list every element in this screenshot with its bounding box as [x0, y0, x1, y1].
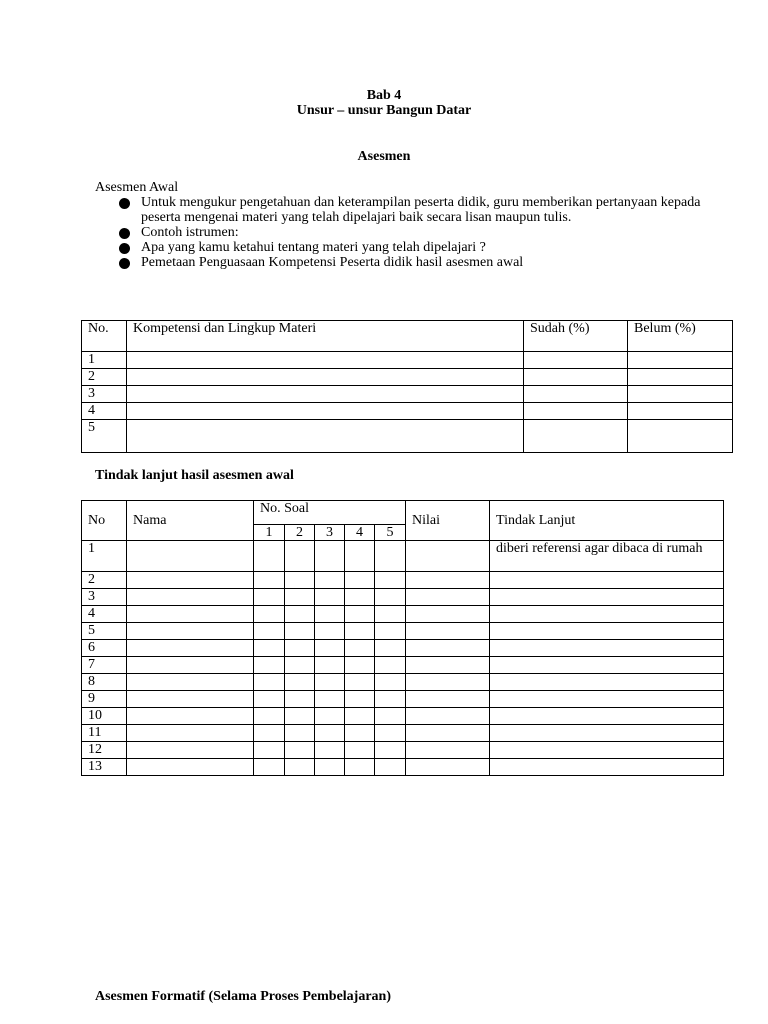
nilai-cell[interactable]: [406, 640, 490, 657]
soal-5-cell[interactable]: [375, 759, 406, 776]
row-number: 10: [82, 708, 127, 725]
soal-5-cell[interactable]: [375, 640, 406, 657]
soal-3-cell[interactable]: [315, 606, 345, 623]
table-row: [82, 725, 724, 742]
soal-3-cell[interactable]: [315, 623, 345, 640]
soal-4-cell[interactable]: [345, 708, 375, 725]
nama-cell[interactable]: [127, 674, 254, 691]
header-soal-number: 5: [375, 525, 406, 541]
header-soal-number: 2: [285, 525, 315, 541]
soal-3-cell[interactable]: [315, 589, 345, 606]
soal-5-cell[interactable]: [375, 589, 406, 606]
soal-3-cell[interactable]: [315, 691, 345, 708]
row-number: 13: [82, 759, 127, 776]
chapter-label: Bab 4: [366, 88, 402, 103]
soal-1-cell[interactable]: [254, 725, 285, 742]
soal-3-cell[interactable]: [315, 572, 345, 589]
tindak-lanjut-cell[interactable]: [490, 674, 724, 691]
sudah-cell[interactable]: [524, 369, 628, 386]
tindak-lanjut-cell[interactable]: [490, 742, 724, 759]
tindak-lanjut-cell[interactable]: [490, 657, 724, 674]
soal-2-cell[interactable]: [285, 691, 315, 708]
soal-1-cell[interactable]: [254, 623, 285, 640]
belum-cell[interactable]: [628, 386, 733, 403]
nama-cell[interactable]: [127, 742, 254, 759]
soal-3-cell[interactable]: [315, 640, 345, 657]
soal-2-cell[interactable]: [285, 640, 315, 657]
nama-cell[interactable]: [127, 541, 254, 572]
soal-3-cell[interactable]: [315, 725, 345, 742]
nilai-cell[interactable]: [406, 759, 490, 776]
belum-cell[interactable]: [628, 420, 733, 453]
table-row: [82, 691, 724, 708]
tindak-lanjut-cell[interactable]: [490, 725, 724, 742]
bullet-text: Pemetaan Penguasaan Kompetensi Peserta didik hasil asesmen awal: [141, 255, 524, 270]
soal-2-cell[interactable]: [285, 606, 315, 623]
table-row: [82, 352, 733, 369]
soal-2-cell[interactable]: [285, 623, 315, 640]
row-number: 1: [82, 352, 127, 369]
kompetensi-cell[interactable]: [127, 420, 524, 453]
soal-4-cell[interactable]: [345, 691, 375, 708]
asesmen-awal-heading: Asesmen Awal: [95, 180, 179, 195]
nama-cell[interactable]: [127, 708, 254, 725]
header-kompetensi: Kompetensi dan Lingkup Materi: [127, 321, 524, 352]
table-header-row: [82, 501, 724, 525]
nama-cell[interactable]: [127, 572, 254, 589]
soal-3-cell[interactable]: [315, 708, 345, 725]
nilai-cell[interactable]: [406, 708, 490, 725]
header-no: No: [82, 501, 127, 541]
table-row: [82, 640, 724, 657]
soal-4-cell[interactable]: [345, 572, 375, 589]
soal-1-cell[interactable]: [254, 606, 285, 623]
table-row: [82, 657, 724, 674]
soal-1-cell[interactable]: [254, 541, 285, 572]
bullet-icon: [119, 228, 130, 239]
tindak-lanjut-cell[interactable]: [490, 691, 724, 708]
row-number: 3: [82, 386, 127, 403]
soal-2-cell[interactable]: [285, 589, 315, 606]
soal-5-cell[interactable]: [375, 623, 406, 640]
soal-3-cell[interactable]: [315, 674, 345, 691]
bullet-text: Untuk mengukur pengetahuan dan keterampilan peserta didik, guru memberikan pertanyaan kepada: [141, 195, 701, 210]
competency-mapping-table: [81, 320, 733, 453]
row-number: 5: [82, 623, 127, 640]
soal-4-cell[interactable]: [345, 623, 375, 640]
soal-2-cell[interactable]: [285, 541, 315, 572]
soal-5-cell[interactable]: [375, 541, 406, 572]
soal-4-cell[interactable]: [345, 589, 375, 606]
tindak-lanjut-cell[interactable]: [490, 623, 724, 640]
follow-up-table: [81, 500, 724, 776]
row-number: 4: [82, 403, 127, 420]
soal-4-cell[interactable]: [345, 640, 375, 657]
table-row: [82, 674, 724, 691]
bullet-text: Apa yang kamu ketahui tentang materi yang telah dipelajari ?: [141, 240, 486, 255]
row-number: 9: [82, 691, 127, 708]
row-number: 7: [82, 657, 127, 674]
kompetensi-cell[interactable]: [127, 403, 524, 420]
nilai-cell[interactable]: [406, 589, 490, 606]
soal-5-cell[interactable]: [375, 572, 406, 589]
tindak-lanjut-cell[interactable]: [490, 572, 724, 589]
tindak-lanjut-cell[interactable]: [490, 606, 724, 623]
tindak-lanjut-cell[interactable]: diberi referensi agar dibaca di rumah: [490, 541, 724, 572]
sudah-cell[interactable]: [524, 386, 628, 403]
row-number: 4: [82, 606, 127, 623]
header-belum: Belum (%): [628, 321, 733, 352]
header-sudah: Sudah (%): [524, 321, 628, 352]
table-row: [82, 403, 733, 420]
nama-cell[interactable]: [127, 725, 254, 742]
section-title: Asesmen: [357, 149, 411, 164]
soal-3-cell[interactable]: [315, 742, 345, 759]
header-nilai: Nilai: [406, 501, 490, 541]
soal-4-cell[interactable]: [345, 742, 375, 759]
belum-cell[interactable]: [628, 369, 733, 386]
soal-1-cell[interactable]: [254, 742, 285, 759]
tindak-lanjut-cell[interactable]: [490, 589, 724, 606]
row-number: 2: [82, 572, 127, 589]
table-row: [82, 386, 733, 403]
sudah-cell[interactable]: [524, 403, 628, 420]
table-header-row: [82, 321, 733, 352]
nilai-cell[interactable]: [406, 691, 490, 708]
row-number: 6: [82, 640, 127, 657]
bullet-icon: [119, 243, 130, 254]
soal-1-cell[interactable]: [254, 572, 285, 589]
tindak-lanjut-cell[interactable]: [490, 708, 724, 725]
bullet-item: [118, 225, 718, 240]
bullet-item: [118, 255, 718, 270]
soal-1-cell[interactable]: [254, 691, 285, 708]
nilai-cell[interactable]: [406, 725, 490, 742]
tindak-lanjut-cell[interactable]: [490, 640, 724, 657]
soal-4-cell[interactable]: [345, 725, 375, 742]
header-soal-number: 3: [315, 525, 345, 541]
table-row: [82, 420, 733, 453]
nilai-cell[interactable]: [406, 541, 490, 572]
soal-2-cell[interactable]: [285, 725, 315, 742]
soal-5-cell[interactable]: [375, 691, 406, 708]
kompetensi-cell[interactable]: [127, 352, 524, 369]
row-number: 1: [82, 541, 127, 572]
table-row: [82, 623, 724, 640]
row-number: 3: [82, 589, 127, 606]
nilai-cell[interactable]: [406, 657, 490, 674]
header-soal-number: 1: [254, 525, 285, 541]
nama-cell[interactable]: [127, 589, 254, 606]
tindak-lanjut-cell[interactable]: [490, 759, 724, 776]
soal-4-cell[interactable]: [345, 657, 375, 674]
soal-2-cell[interactable]: [285, 657, 315, 674]
soal-1-cell[interactable]: [254, 640, 285, 657]
soal-4-cell[interactable]: [345, 606, 375, 623]
belum-cell[interactable]: [628, 403, 733, 420]
nama-cell[interactable]: [127, 759, 254, 776]
nama-cell[interactable]: [127, 623, 254, 640]
kompetensi-cell[interactable]: [127, 369, 524, 386]
soal-4-cell[interactable]: [345, 674, 375, 691]
sudah-cell[interactable]: [524, 420, 628, 453]
nilai-cell[interactable]: [406, 623, 490, 640]
nama-cell[interactable]: [127, 640, 254, 657]
asesmen-awal-bullet-list: [118, 195, 718, 270]
soal-5-cell[interactable]: [375, 742, 406, 759]
soal-5-cell[interactable]: [375, 725, 406, 742]
row-number: 2: [82, 369, 127, 386]
table-row: [82, 708, 724, 725]
soal-2-cell[interactable]: [285, 572, 315, 589]
soal-3-cell[interactable]: [315, 541, 345, 572]
soal-2-cell[interactable]: [285, 759, 315, 776]
nilai-cell[interactable]: [406, 606, 490, 623]
header-nama: Nama: [127, 501, 254, 541]
row-number: 5: [82, 420, 127, 453]
soal-5-cell[interactable]: [375, 708, 406, 725]
table-row: [82, 742, 724, 759]
row-number: 11: [82, 725, 127, 742]
bullet-item: [118, 195, 718, 225]
row-number: 12: [82, 742, 127, 759]
follow-up-table-body: [82, 541, 724, 776]
table-row: [82, 541, 724, 572]
row-number: 8: [82, 674, 127, 691]
nama-cell[interactable]: [127, 657, 254, 674]
soal-3-cell[interactable]: [315, 657, 345, 674]
soal-1-cell[interactable]: [254, 708, 285, 725]
bullet-text-continuation: peserta mengenai materi yang telah dipelajari baik secara lisan maupun tulis.: [141, 210, 572, 225]
bullet-text: Contoh istrumen:: [141, 225, 239, 240]
nilai-cell[interactable]: [406, 674, 490, 691]
asesmen-formatif-heading: Asesmen Formatif (Selama Proses Pembelajaran): [95, 989, 392, 1004]
sudah-cell[interactable]: [524, 352, 628, 369]
nama-cell[interactable]: [127, 691, 254, 708]
soal-5-cell[interactable]: [375, 657, 406, 674]
nama-cell[interactable]: [127, 606, 254, 623]
table-row: [82, 759, 724, 776]
soal-4-cell[interactable]: [345, 759, 375, 776]
header-soal-number: 4: [345, 525, 375, 541]
bullet-item: [118, 240, 718, 255]
soal-1-cell[interactable]: [254, 759, 285, 776]
soal-5-cell[interactable]: [375, 674, 406, 691]
table-row: [82, 369, 733, 386]
kompetensi-cell[interactable]: [127, 386, 524, 403]
header-no-soal: No. Soal: [254, 501, 406, 525]
soal-2-cell[interactable]: [285, 674, 315, 691]
soal-5-cell[interactable]: [375, 606, 406, 623]
soal-4-cell[interactable]: [345, 541, 375, 572]
chapter-title: Unsur – unsur Bangun Datar: [296, 103, 472, 118]
belum-cell[interactable]: [628, 352, 733, 369]
nilai-cell[interactable]: [406, 742, 490, 759]
table-row: [82, 589, 724, 606]
tindak-lanjut-heading: Tindak lanjut hasil asesmen awal: [95, 468, 294, 483]
header-no: No.: [82, 321, 127, 352]
soal-3-cell[interactable]: [315, 759, 345, 776]
table-row: [82, 606, 724, 623]
nilai-cell[interactable]: [406, 572, 490, 589]
soal-1-cell[interactable]: [254, 657, 285, 674]
table-row: [82, 572, 724, 589]
soal-2-cell[interactable]: [285, 708, 315, 725]
bullet-icon: [119, 258, 130, 269]
bullet-icon: [119, 198, 130, 209]
soal-1-cell[interactable]: [254, 589, 285, 606]
soal-1-cell[interactable]: [254, 674, 285, 691]
soal-2-cell[interactable]: [285, 742, 315, 759]
header-tindak-lanjut: Tindak Lanjut: [490, 501, 724, 541]
